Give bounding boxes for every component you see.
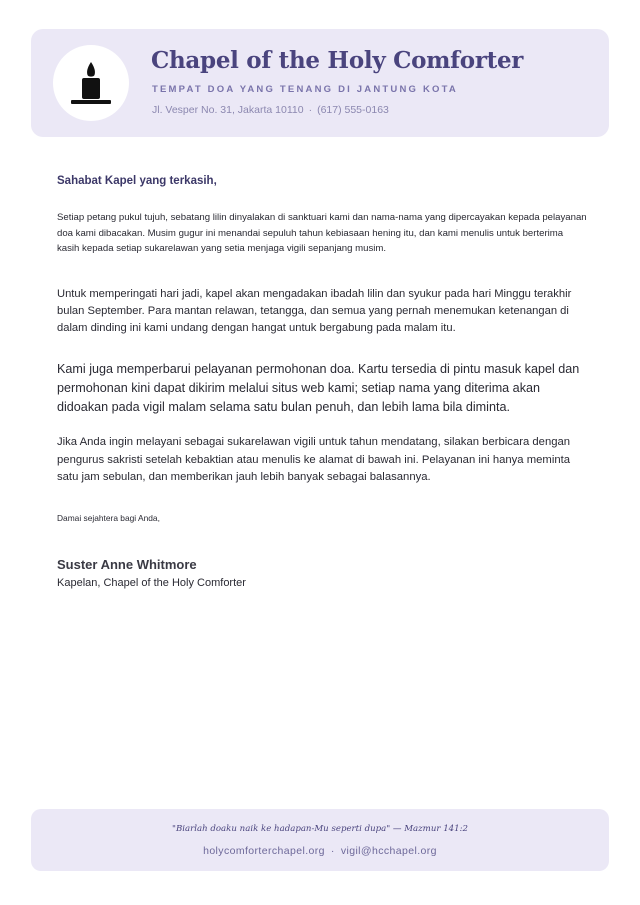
- salutation: Sahabat Kapel yang terkasih,: [57, 175, 217, 187]
- scripture-verse: "Biarlah doaku naik ke hadapan-Mu seperti dupa" — Mazmur 141:2: [172, 824, 468, 834]
- email-link[interactable]: vigil@hcchapel.org: [340, 845, 437, 857]
- footer: [31, 809, 609, 871]
- candle-icon: [65, 58, 117, 108]
- chapel-logo: [53, 45, 129, 121]
- letter-paragraph-1: Setiap petang pukul tujuh, sebatang lilin dinyalakan di sanktuari kami dan nama-nama yang dipercayakan kepada pelayanan doa kami dibacakan. Musim gugur ini menandai sepuluh tahun kebiasaan hening itu, dan kami menulis untuk berterima kasih kepada setiap sukarelawan yang setia menjaga vigili sepanjang musim.: [57, 212, 587, 254]
- signature-name: Suster Anne Whitmore: [57, 557, 197, 572]
- address: Jl. Vesper No. 31, Jakarta 10110: [152, 104, 304, 116]
- footer-links: [31, 845, 609, 857]
- letter-paragraph-2: Untuk memperingati hari jadi, kapel akan mengadakan ibadah lilin dan syukur pada hari Minggu terakhir bulan September. Para mantan relawan, tetangga, dan semua yang pernah menemukan ketenangan di dalam dinding ini kami undang dengan hangat untuk bergabung pada malam itu.: [57, 288, 572, 334]
- chapel-name: Chapel of the Holy Comforter: [151, 47, 524, 74]
- contact-line: [152, 104, 389, 116]
- phone-number: (617) 555-0163: [317, 104, 389, 116]
- letterhead: [31, 29, 609, 137]
- tagline: TEMPAT DOA YANG TENANG DI JANTUNG KOTA: [152, 84, 458, 95]
- contact-separator: ·: [308, 104, 313, 116]
- letter-paragraph-3: Kami juga memperbarui pelayanan permohonan doa. Kartu tersedia di pintu masuk kapel dan permohonan kini dapat dikirim melalui situs web kami; setiap nama yang diterima akan didoakan pada vigil malam selama satu bulan penuh, dan lebih lama bila diminta.: [57, 362, 580, 414]
- closing-line: Damai sejahtera bagi Anda,: [57, 513, 160, 523]
- letter-paragraph-4: Jika Anda ingin melayani sebagai sukarelawan vigili untuk tahun mendatang, silakan berbicara dengan pengurus sakristi setelah kebaktian atau menulis ke alamat di bawah ini. Pelayanan ini hanya meminta satu jam sebulan, dan memberikan jauh lebih banyak sebagai balasannya.: [57, 436, 571, 483]
- website-link[interactable]: holycomforterchapel.org: [203, 845, 325, 857]
- footer-separator: ·: [330, 845, 335, 857]
- signature-role: Kapelan, Chapel of the Holy Comforter: [57, 577, 246, 589]
